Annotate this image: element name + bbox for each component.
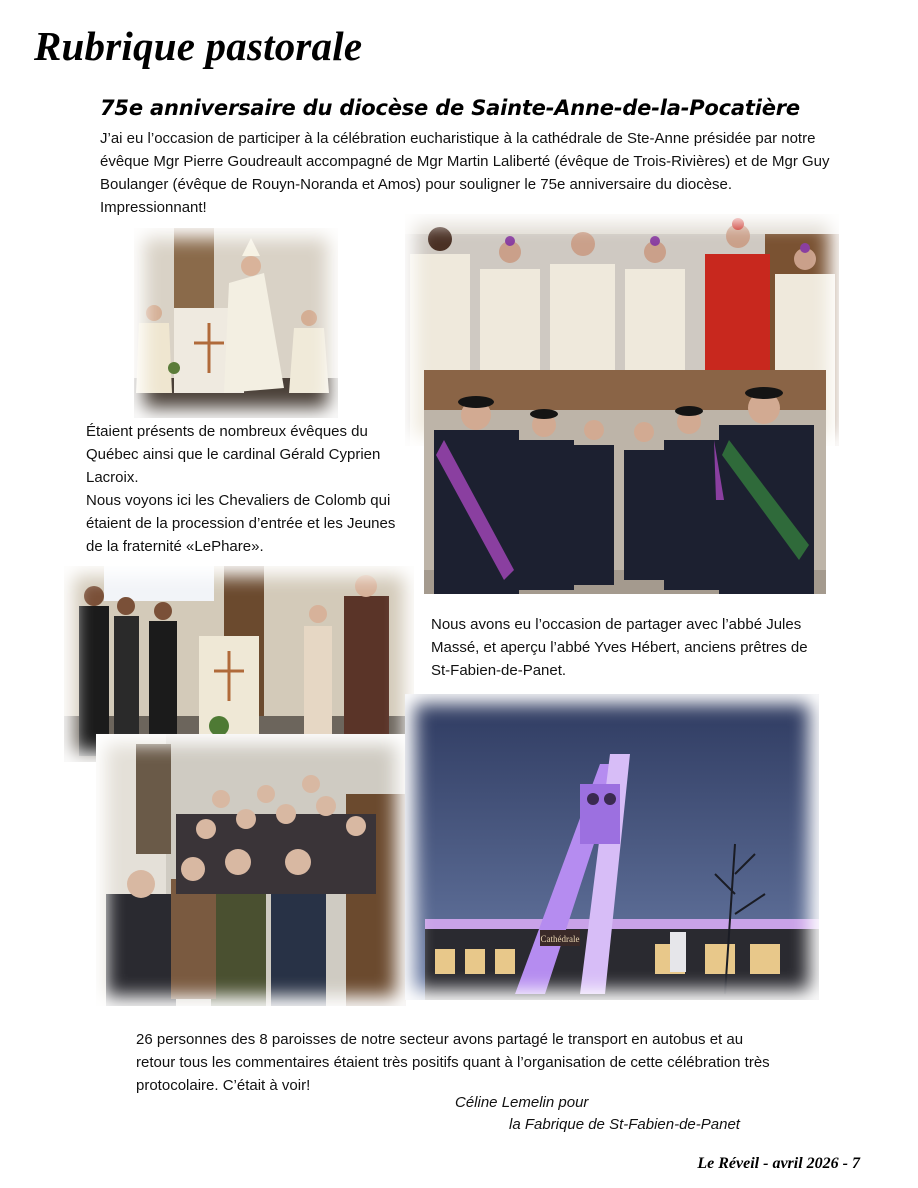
signature-author: Céline Lemelin pour — [455, 1094, 589, 1111]
photo-knights-of-columbus — [424, 370, 826, 594]
caption-bishops — [86, 420, 416, 558]
caption-abbe: Nous avons eu l’occasion de partager avec l’abbé Jules Massé, et aperçu l’abbé Yves Hébert, anciens prêtres de St-Fabien-de-Panet. — [431, 616, 808, 679]
photo-cathedral-tower — [405, 694, 819, 1000]
article-title: 75e anniversaire du diocèse de Sainte-Anne-de-la-Pocatière — [100, 96, 800, 120]
closing-paragraph: 26 personnes des 8 paroisses de notre secteur avons partagé le transport en autobus et au retour tous les commentaires étaient très positifs quant à l’organisation de cette célébration très protocolaire. C’était à voir! — [136, 1031, 770, 1094]
photo-meeting-priests — [64, 566, 414, 762]
tower-sign-text: Cathédrale — [540, 934, 580, 944]
section-title: Rubrique pastorale — [34, 23, 363, 69]
caption-bishops-line-1: Étaient présents de nombreux évêques du Québec ainsi que le cardinal Gérald Cyprien Lacroix. — [86, 423, 381, 486]
signature-organization: la Fabrique de St-Fabien-de-Panet — [509, 1116, 740, 1133]
photo-parishioners-group — [96, 734, 406, 1006]
caption-bishops-line-2: Nous voyons ici les Chevaliers de Colomb qui étaient de la procession d’entrée et les Jeunes de la fraternité «LePhare». — [86, 492, 396, 555]
article-intro: J’ai eu l’occasion de participer à la célébration eucharistique à la cathédrale de Ste-Anne présidée par notre évêque Mgr Pierre Goudreault accompagné de Mgr Martin Laliberté (évêque de Trois-Rivières) et de Mgr Guy Boulanger (évêque de Rouyn-Noranda et Amos) pour souligner le 75e anniversaire du diocèse. Impressionnant! — [100, 130, 830, 216]
page-footer: Le Réveil - avril 2026 - 7 — [697, 1155, 860, 1172]
photo-bishop-at-altar — [134, 228, 338, 418]
